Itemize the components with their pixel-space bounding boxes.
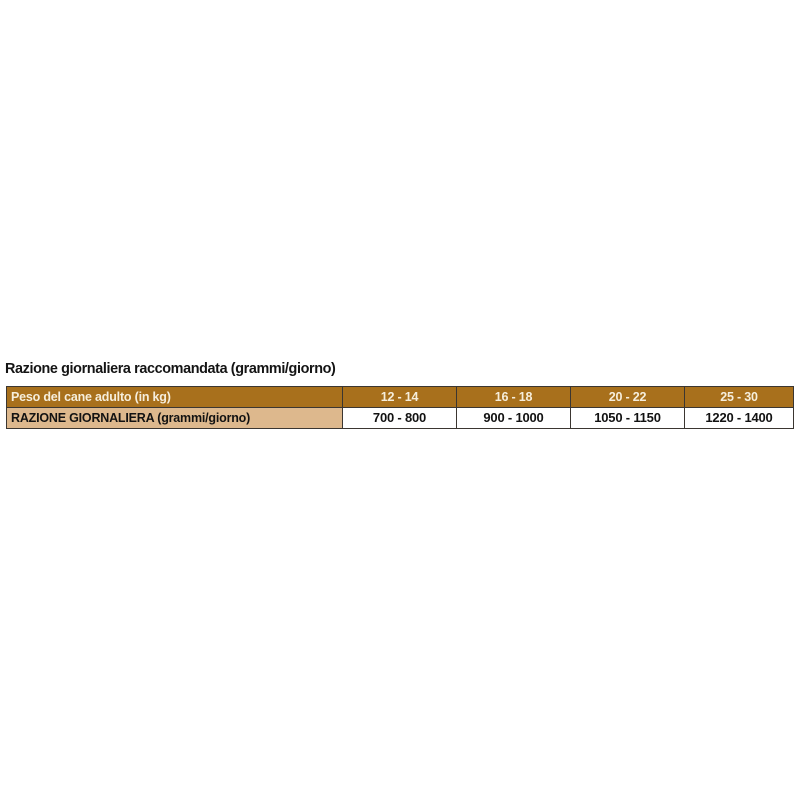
header-weight-cell-4: 25 - 30 [685,387,794,408]
feeding-ration-table [6,386,794,429]
header-weight-cell-2: 16 - 18 [457,387,571,408]
ration-value-cell-4: 1220 - 1400 [685,408,794,429]
table-data-row [7,408,794,429]
ration-label-cell: RAZIONE GIORNALIERA (grammi/giorno) [7,408,343,429]
ration-value-cell-2: 900 - 1000 [457,408,571,429]
table-header-row [7,387,794,408]
header-label-cell: Peso del cane adulto (in kg) [7,387,343,408]
header-weight-cell-3: 20 - 22 [571,387,685,408]
ration-value-cell-1: 700 - 800 [343,408,457,429]
table-title: Razione giornaliera raccomandata (grammi/giorno) [5,360,336,377]
ration-value-cell-3: 1050 - 1150 [571,408,685,429]
header-weight-cell-1: 12 - 14 [343,387,457,408]
